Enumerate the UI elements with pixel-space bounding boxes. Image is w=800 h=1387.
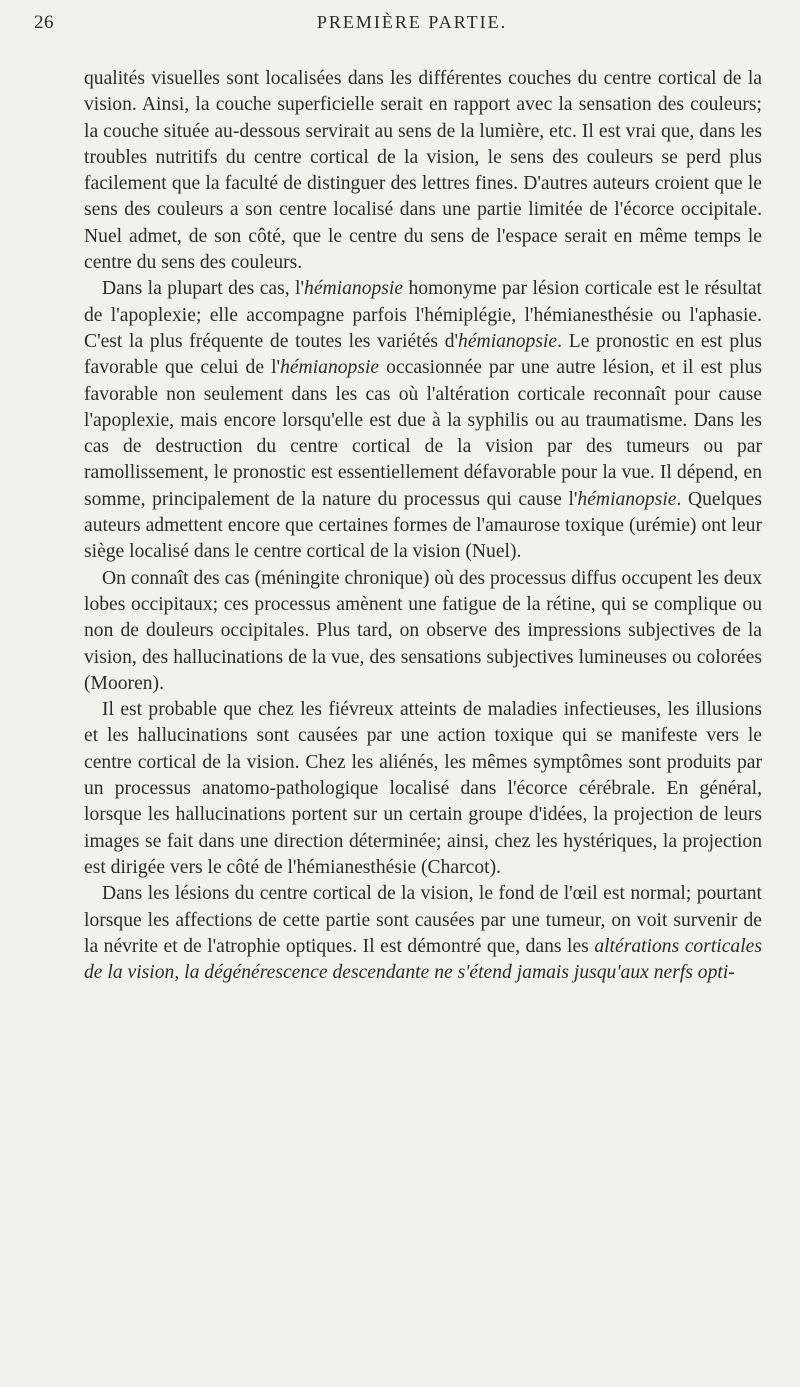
text-run: qualités visuelles sont localisées dans les différentes couches du centre cortical de la vision. Ainsi, la couche superficielle serait en rapport avec la sensation des couleurs; la couche située au-dessous servirait au sens de la lumière, etc. Il est vrai que, dans les troubles nutritifs du centre cortical de la vision, le sens des couleurs se perd plus facilement que la faculté de distinguer des lettres fines. D'autres auteurs croient que le sens des couleurs a son centre localisé dans une partie limitée de l'écorce occipitale. Nuel admet, de son côté, que le centre du sens de l'espace serait en même temps le centre du sens des couleurs. xyxy=(84,68,762,274)
paragraph xyxy=(84,276,762,565)
text-run: On connaît des cas (méningite chronique) où des processus diffus occupent les deux lobes occipitaux; ces processus amènent une fatigue de la rétine, qui se complique ou non de douleurs occipitales. Plus tard, on observe des impressions subjectives de la vision, des hallucinations de la vue, des sensations subjectives lumineuses ou colorées (Mooren). xyxy=(84,567,762,694)
text-run: Dans la plupart des cas, l' xyxy=(102,278,305,300)
paragraph xyxy=(84,697,762,881)
text-run: homonyme par lésion corticale est le résultat de l'apoplexie; elle accompagne parfois l'hémiplégie, l'hémianesthésie ou l'aphasie. C'est la plus fréquente de toutes les variétés d' xyxy=(84,278,762,352)
text-run: . Le pronostic en est plus favorable que celui de l' xyxy=(84,330,762,379)
text-run: Dans les lésions du centre cortical de la vision, le fond de l'œil est normal; pourtant lorsque les affections de cette partie sont causées par une tumeur, on voit survenir de la névrite et de l'atrophie optiques. Il est démontré que, dans les xyxy=(84,883,762,957)
italic-text: hémianopsie xyxy=(577,488,677,510)
italic-text: hémianopsie xyxy=(304,278,404,300)
text-run: occasionnée par une autre lésion, et il est plus favorable non seulement dans les cas où l'altération corticale reconnaît pour cause l'apoplexie, mais encore lorsqu'elle est due à la syphilis ou au traumatisme. Dans les cas de destruction du centre cortical de la vision par des tumeurs ou par ramollissement, le pronostic est essentiellement défavorable pour la vue. Il dépend, en somme, principalement de la nature du processus qui cause l' xyxy=(84,357,763,510)
page-header xyxy=(34,12,760,40)
paragraph xyxy=(84,66,762,276)
paragraph xyxy=(84,881,762,986)
page-number: 26 xyxy=(34,12,54,33)
paragraph xyxy=(84,566,762,697)
body-text xyxy=(84,66,762,986)
italic-text: hémianopsie xyxy=(458,330,558,352)
text-run: . Quelques auteurs admettent encore que certaines formes de l'amaurose toxique (urémie) ont leur siège localisé dans le centre cortical de la vision (Nuel). xyxy=(84,488,762,563)
text-run: Il est probable que chez les fiévreux atteints de maladies infectieuses, les illusions et les hallucinations sont causées par une action toxique qui se manifeste vers le centre cortical de la vision. Chez les aliénés, les mêmes symptômes sont produits par un processus anatomo-pathologique localisé dans l'écorce cérébrale. En général, lorsque les hallucinations portent sur un certain groupe d'idées, la projection de leurs images se fait dans une direction déterminée; ainsi, chez les hystériques, la projection est dirigée vers le côté de l'hémianesthésie (Charcot). xyxy=(84,699,762,878)
italic-text: altérations corticales de la vision, la dégénérescence descendante ne s'étend jamais jusqu'aux nerfs opti- xyxy=(84,935,762,984)
italic-text: hémianopsie xyxy=(280,357,380,379)
running-head: PREMIÈRE PARTIE. xyxy=(316,12,508,32)
